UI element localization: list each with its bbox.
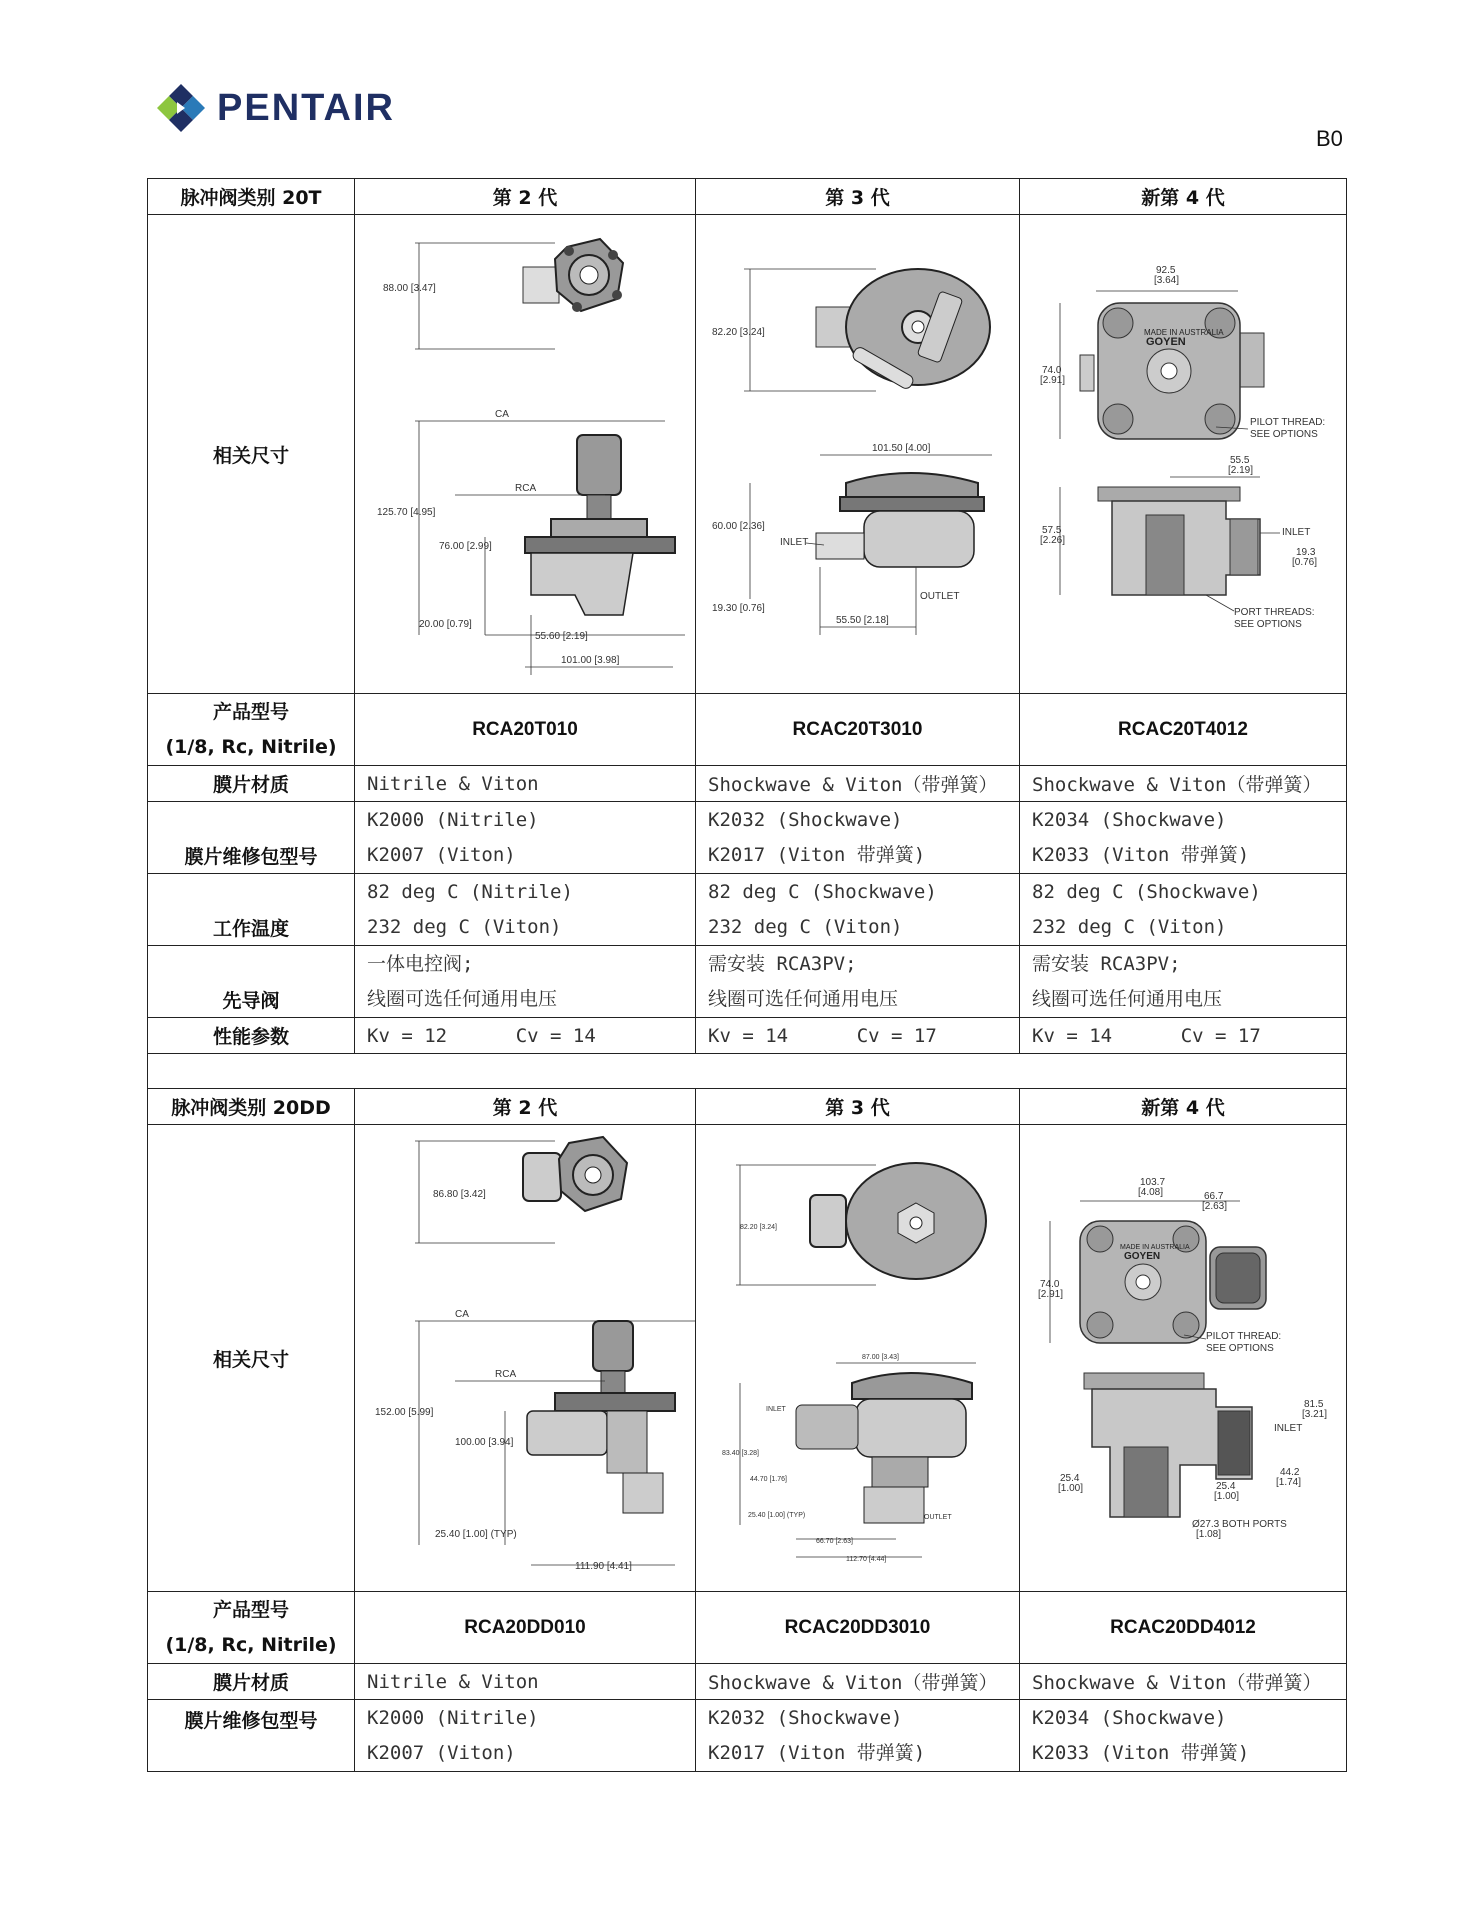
diaphragm-label: 膜片材质 xyxy=(148,1664,355,1700)
goyen-label: GOYEN xyxy=(1124,1251,1161,1262)
dim-label: 92.5 xyxy=(1156,265,1176,276)
temperature-cell xyxy=(355,874,696,946)
dim-label: 81.5 xyxy=(1304,1399,1324,1410)
dim-label: 19.30 [0.76] xyxy=(712,603,765,614)
dimensions-row xyxy=(148,215,1347,694)
temperature-value: 82 deg C (Shockwave) xyxy=(708,880,937,903)
dim-label: 60.00 [2.36] xyxy=(712,521,765,532)
dim-label: 74.0 xyxy=(1042,365,1062,376)
performance-row xyxy=(148,1018,1347,1054)
dim-label: 55.60 [2.19] xyxy=(535,631,588,642)
repair-kit-label: 膜片维修包型号 xyxy=(148,1700,355,1772)
diaphragm-value: Nitrile & Viton xyxy=(355,1664,696,1700)
dimensions-row xyxy=(148,1125,1347,1592)
dim-label: 83.40 [3.28] xyxy=(722,1450,759,1457)
pilot-cell xyxy=(1020,946,1347,1018)
diaphragm-row xyxy=(148,766,1347,802)
model-label: 产品型号 xyxy=(212,1598,289,1621)
temperature-cell xyxy=(1020,874,1347,946)
pentair-logo xyxy=(155,82,395,134)
dim-label: PILOT THREAD: xyxy=(1206,1331,1282,1342)
dim-label: 88.00 [3.47] xyxy=(383,283,436,294)
pilot-value: 需安装 RCA3PV; xyxy=(1032,952,1181,975)
pilot-label: 先导阀 xyxy=(148,946,355,1018)
gen4-20t-drawing xyxy=(1020,215,1347,693)
gen2-20t-drawing xyxy=(355,215,696,693)
valve-side-view xyxy=(1098,487,1260,595)
gen3-drawing-cell xyxy=(696,1125,1020,1592)
spec-table-20t xyxy=(147,178,1347,1772)
dim-label: 82.20 [3.24] xyxy=(740,1224,777,1231)
dim-label: RCA xyxy=(515,483,537,494)
dim-label: 76.00 [2.99] xyxy=(439,541,492,552)
repair-kit-value: K2032 (Shockwave) xyxy=(708,1706,903,1729)
dim-label: SEE OPTIONS xyxy=(1234,619,1302,630)
dim-label: 87.00 [3.43] xyxy=(862,1354,899,1361)
temperature-cell xyxy=(696,874,1020,946)
dim-label: 100.00 [3.94] xyxy=(455,1437,514,1448)
diaphragm-row xyxy=(148,1664,1347,1700)
dim-label: [3.64] xyxy=(1154,275,1180,286)
pilot-value: 线圈可选任何通用电压 xyxy=(367,987,558,1010)
repair-kit-cell xyxy=(1020,1700,1347,1772)
dim-label: OUTLET xyxy=(920,591,960,602)
dim-label: CA xyxy=(455,1309,469,1320)
spacer-cell xyxy=(148,1054,1347,1089)
repair-kit-value: K2017 (Viton 带弹簧) xyxy=(708,843,926,866)
temperature-row xyxy=(148,874,1347,946)
valve-side-view xyxy=(525,435,675,615)
model-number: RCAC20DD4012 xyxy=(1020,1592,1347,1664)
dim-label: 25.40 [1.00] (TYP) xyxy=(748,1512,806,1519)
category-cell: 脉冲阀类别 20T xyxy=(148,179,355,215)
dim-label: INLET xyxy=(780,537,809,548)
gen3-20t-drawing xyxy=(696,215,1020,693)
dim-label: 125.70 [4.95] xyxy=(377,507,436,518)
dim-label: [4.08] xyxy=(1138,1187,1164,1198)
model-row xyxy=(148,694,1347,766)
goyen-label: GOYEN xyxy=(1146,336,1186,348)
dim-label: [1.00] xyxy=(1214,1491,1240,1502)
temperature-value: 232 deg C (Viton) xyxy=(367,915,562,938)
made-in-label: MADE IN AUSTRALIA xyxy=(1120,1244,1190,1251)
dimensions-label: 相关尺寸 xyxy=(148,1125,355,1592)
model-number: RCAC20DD3010 xyxy=(696,1592,1020,1664)
diaphragm-value: Shockwave & Viton（带弹簧） xyxy=(696,766,1020,802)
dim-label: INLET xyxy=(1282,527,1311,538)
gen-header: 第 3 代 xyxy=(696,1089,1020,1125)
dim-label: 66.7 xyxy=(1204,1191,1224,1202)
dim-label: [1.00] xyxy=(1058,1483,1084,1494)
valve-side-view xyxy=(796,1373,972,1523)
gen2-drawing-cell xyxy=(355,1125,696,1592)
dim-label: 103.7 xyxy=(1140,1177,1166,1188)
dim-label: [0.76] xyxy=(1292,557,1318,568)
dim-label: 152.00 [5.99] xyxy=(375,1407,434,1418)
diaphragm-value: Nitrile & Viton xyxy=(355,766,696,802)
dim-label: 44.2 xyxy=(1280,1467,1300,1478)
temperature-value: 232 deg C (Viton) xyxy=(708,915,903,938)
dim-label: SEE OPTIONS xyxy=(1206,1343,1274,1354)
pilot-row xyxy=(148,946,1347,1018)
dim-label: [2.19] xyxy=(1228,465,1254,476)
dim-label: 101.50 [4.00] xyxy=(872,443,931,454)
valve-side-view xyxy=(816,473,984,567)
model-number: RCA20DD010 xyxy=(355,1592,696,1664)
dim-label: 74.0 xyxy=(1040,1279,1060,1290)
dim-label: 25.4 xyxy=(1216,1481,1236,1492)
dim-label: 101.00 [3.98] xyxy=(561,655,620,666)
valve-side-view xyxy=(527,1321,675,1513)
dim-label: CA xyxy=(495,409,509,420)
gen-header: 新第 4 代 xyxy=(1020,179,1347,215)
repair-kit-value: K2007 (Viton) xyxy=(367,1741,516,1764)
dim-label: [3.21] xyxy=(1302,1409,1328,1420)
repair-kit-cell xyxy=(696,802,1020,874)
model-number: RCA20T010 xyxy=(355,694,696,766)
pilot-value: 线圈可选任何通用电压 xyxy=(1032,987,1223,1010)
gen-header: 第 2 代 xyxy=(355,1089,696,1125)
dim-label: 55.5 xyxy=(1230,455,1250,466)
valve-top-view xyxy=(523,239,623,312)
repair-kit-value: K2017 (Viton 带弹簧) xyxy=(708,1741,926,1764)
dim-label: 44.70 [1.76] xyxy=(750,1476,787,1483)
pentair-logo-icon xyxy=(155,82,207,134)
gen3-20dd-drawing xyxy=(696,1125,1020,1591)
dim-label: [2.91] xyxy=(1038,1289,1064,1300)
valve-top-view xyxy=(810,1163,986,1279)
repair-kit-value: K2033 (Viton 带弹簧) xyxy=(1032,1741,1250,1764)
diaphragm-value: Shockwave & Viton（带弹簧） xyxy=(1020,766,1347,802)
repair-kit-cell xyxy=(355,1700,696,1772)
dim-label: [2.26] xyxy=(1040,535,1066,546)
dim-label: 82.20 [3.24] xyxy=(712,327,765,338)
model-label-spec: (1/8, Rc, Nitrile) xyxy=(165,1633,337,1656)
temperature-value: 82 deg C (Shockwave) xyxy=(1032,880,1261,903)
gen3-drawing-cell xyxy=(696,215,1020,694)
dim-label: 111.90 [4.41] xyxy=(575,1561,632,1572)
dim-label: 19.3 xyxy=(1296,547,1316,558)
dim-label: 25.4 xyxy=(1060,1473,1080,1484)
model-label-cell xyxy=(148,694,355,766)
repair-kit-cell xyxy=(1020,802,1347,874)
dim-label: 112.70 [4.44] xyxy=(846,1556,887,1563)
gen4-20dd-drawing xyxy=(1020,1125,1347,1591)
diaphragm-value: Shockwave & Viton（带弹簧） xyxy=(1020,1664,1347,1700)
repair-kit-value: K2007 (Viton) xyxy=(367,843,516,866)
temperature-label: 工作温度 xyxy=(148,874,355,946)
dim-label: 66.70 [2.63] xyxy=(816,1538,853,1545)
brand-name: PENTAIR xyxy=(217,86,395,129)
model-label-spec: (1/8, Rc, Nitrile) xyxy=(165,735,337,758)
repair-kit-value: K2000 (Nitrile) xyxy=(367,1706,539,1729)
made-in-label: MADE IN AUSTRALIA xyxy=(1144,328,1224,337)
model-number: RCAC20T4012 xyxy=(1020,694,1347,766)
performance-label: 性能参数 xyxy=(148,1018,355,1054)
repair-kit-row xyxy=(148,802,1347,874)
dim-label: Ø27.3 BOTH PORTS xyxy=(1192,1519,1287,1530)
dim-label: [1.08] xyxy=(1196,1529,1222,1540)
dim-label: INLET xyxy=(766,1406,786,1413)
performance-value: Kv = 12 Cv = 14 xyxy=(355,1018,696,1054)
valve-top-view xyxy=(1080,1221,1266,1343)
gen2-drawing-cell xyxy=(355,215,696,694)
pilot-value: 线圈可选任何通用电压 xyxy=(708,987,899,1010)
repair-kit-cell xyxy=(355,802,696,874)
repair-kit-value: K2034 (Shockwave) xyxy=(1032,1706,1227,1729)
diaphragm-label: 膜片材质 xyxy=(148,766,355,802)
table-header-row xyxy=(148,179,1347,215)
dim-label: 55.50 [2.18] xyxy=(836,615,889,626)
dim-label: INLET xyxy=(1274,1423,1303,1434)
dim-label: [2.63] xyxy=(1202,1201,1228,1212)
repair-kit-value: K2033 (Viton 带弹簧) xyxy=(1032,843,1250,866)
valve-top-view xyxy=(1080,303,1264,439)
model-label: 产品型号 xyxy=(212,700,289,723)
repair-kit-label: 膜片维修包型号 xyxy=(148,802,355,874)
repair-kit-cell xyxy=(696,1700,1020,1772)
temperature-value: 82 deg C (Nitrile) xyxy=(367,880,573,903)
dim-label: 86.80 [3.42] xyxy=(433,1189,486,1200)
dim-label: 20.00 [0.79] xyxy=(419,619,472,630)
page-code: B0 xyxy=(1316,126,1343,151)
gen-header: 新第 4 代 xyxy=(1020,1089,1347,1125)
pilot-cell xyxy=(355,946,696,1018)
dim-label: PORT THREADS: xyxy=(1234,607,1315,618)
gen4-drawing-cell xyxy=(1020,215,1347,694)
repair-kit-value: K2034 (Shockwave) xyxy=(1032,808,1227,831)
dimensions-label: 相关尺寸 xyxy=(148,215,355,694)
temperature-value: 232 deg C (Viton) xyxy=(1032,915,1227,938)
diaphragm-value: Shockwave & Viton（带弹簧） xyxy=(696,1664,1020,1700)
dim-label: PILOT THREAD: xyxy=(1250,417,1326,428)
valve-top-view xyxy=(523,1137,627,1211)
model-number: RCAC20T3010 xyxy=(696,694,1020,766)
pilot-cell xyxy=(696,946,1020,1018)
repair-kit-value: K2000 (Nitrile) xyxy=(367,808,539,831)
dim-label: 25.40 [1.00] (TYP) xyxy=(435,1529,517,1540)
repair-kit-value: K2032 (Shockwave) xyxy=(708,808,903,831)
gen-header: 第 2 代 xyxy=(355,179,696,215)
performance-value: Kv = 14 Cv = 17 xyxy=(696,1018,1020,1054)
gen2-20dd-drawing xyxy=(355,1125,696,1591)
table-header-row xyxy=(148,1089,1347,1125)
model-label-cell xyxy=(148,1592,355,1664)
performance-value: Kv = 14 Cv = 17 xyxy=(1020,1018,1347,1054)
valve-top-view xyxy=(816,269,990,391)
dim-label: [2.91] xyxy=(1040,375,1066,386)
repair-kit-row xyxy=(148,1700,1347,1772)
dim-label: [1.74] xyxy=(1276,1477,1302,1488)
pilot-value: 一体电控阀; xyxy=(367,952,474,975)
gen-header: 第 3 代 xyxy=(696,179,1020,215)
spacer-row xyxy=(148,1054,1347,1089)
dim-label: RCA xyxy=(495,1369,517,1380)
pilot-value: 需安装 RCA3PV; xyxy=(708,952,857,975)
dim-label: OUTLET xyxy=(924,1514,952,1521)
dim-label: 57.5 xyxy=(1042,525,1062,536)
model-row xyxy=(148,1592,1347,1664)
category-cell: 脉冲阀类别 20DD xyxy=(148,1089,355,1125)
dim-label: SEE OPTIONS xyxy=(1250,429,1318,440)
gen4-drawing-cell xyxy=(1020,1125,1347,1592)
